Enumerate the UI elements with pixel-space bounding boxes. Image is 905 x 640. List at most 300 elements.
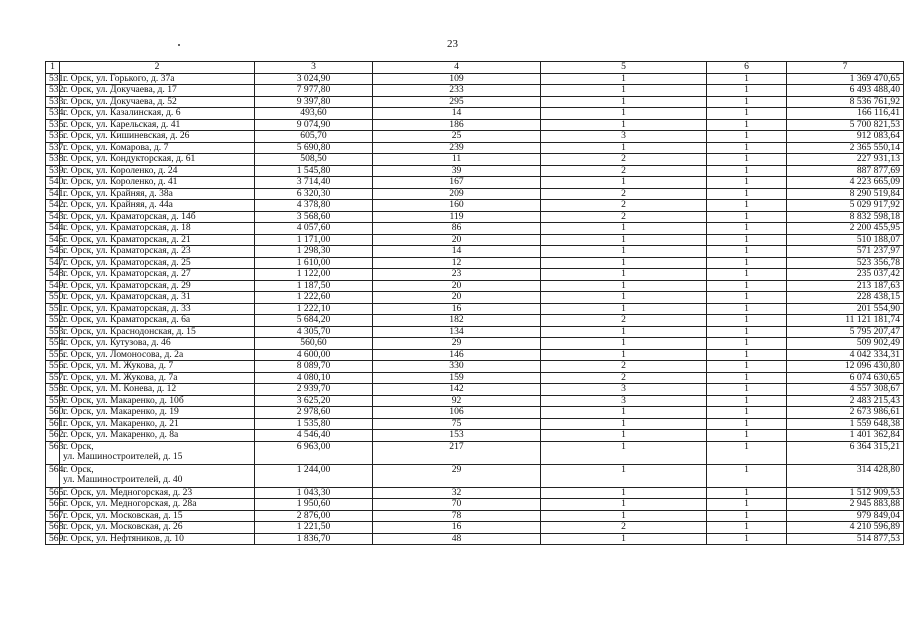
- address: г. Орск, ул. Краматорская, д. 21: [60, 234, 255, 246]
- table-row: [46, 119, 904, 131]
- row-number: 566.: [46, 499, 60, 511]
- cell-5: 1: [541, 292, 707, 304]
- cell-6: 1: [707, 131, 787, 143]
- residents: 29: [373, 338, 541, 350]
- amount: 5 700 821,53: [787, 119, 904, 131]
- cell-5: 1: [541, 269, 707, 281]
- row-number: 541.: [46, 188, 60, 200]
- area: 4 600,00: [255, 349, 373, 361]
- cell-6: 1: [707, 372, 787, 384]
- cell-6: 1: [707, 395, 787, 407]
- table-row: [46, 85, 904, 97]
- row-number: 535.: [46, 119, 60, 131]
- address: г. Орск, ул. Краснодонская, д. 15: [60, 326, 255, 338]
- address: г. Орск, ул. Горького, д. 37а: [60, 73, 255, 85]
- address: г. Орск, ул. Макаренко, д. 10б: [60, 395, 255, 407]
- col-header-7: 7: [787, 62, 904, 74]
- area: 1 222,10: [255, 303, 373, 315]
- area: 4 378,80: [255, 200, 373, 212]
- address: г. Орск, ул. Кутузова, д. 46: [60, 338, 255, 350]
- amount: 5 795 207,47: [787, 326, 904, 338]
- amount: 523 356,78: [787, 257, 904, 269]
- row-number: 542.: [46, 200, 60, 212]
- table-body: [46, 73, 904, 545]
- cell-6: 1: [707, 303, 787, 315]
- cell-5: 1: [541, 73, 707, 85]
- amount: 166 116,41: [787, 108, 904, 120]
- table-row: [46, 165, 904, 177]
- area: 493,60: [255, 108, 373, 120]
- amount: 213 187,63: [787, 280, 904, 292]
- cell-5: 2: [541, 188, 707, 200]
- residents: 16: [373, 303, 541, 315]
- table-row: [46, 384, 904, 396]
- area: 2 939,70: [255, 384, 373, 396]
- cell-5: 1: [541, 418, 707, 430]
- page-number: 23: [447, 38, 458, 50]
- table-row: [46, 338, 904, 350]
- table-row: [46, 177, 904, 189]
- row-number: 565.: [46, 487, 60, 499]
- area: 1 535,80: [255, 418, 373, 430]
- amount: 509 902,49: [787, 338, 904, 350]
- row-number: 549.: [46, 280, 60, 292]
- residents: 239: [373, 142, 541, 154]
- table-row: [46, 96, 904, 108]
- table-row: [46, 142, 904, 154]
- area: 1 122,00: [255, 269, 373, 281]
- area: 6 320,30: [255, 188, 373, 200]
- area: 3 568,60: [255, 211, 373, 223]
- row-number: 548.: [46, 269, 60, 281]
- row-number: 555.: [46, 349, 60, 361]
- cell-6: 1: [707, 154, 787, 166]
- row-number: 557.: [46, 372, 60, 384]
- cell-6: 1: [707, 361, 787, 373]
- residents: 106: [373, 407, 541, 419]
- table-row: [46, 395, 904, 407]
- cell-6: 1: [707, 292, 787, 304]
- address: г. Орск, ул. Крайняя, д. 38а: [60, 188, 255, 200]
- area: 605,70: [255, 131, 373, 143]
- amount: 12 096 430,80: [787, 361, 904, 373]
- amount: 979 849,04: [787, 510, 904, 522]
- row-number: 534.: [46, 108, 60, 120]
- address: г. Орск, ул. Краматорская, д. 23: [60, 246, 255, 258]
- address: г. Орск, ул. Крайняя, д. 44а: [60, 200, 255, 212]
- col-header-3: 3: [255, 62, 373, 74]
- residents: 11: [373, 154, 541, 166]
- scan-speck: [178, 44, 180, 46]
- table-row: [46, 372, 904, 384]
- cell-5: 2: [541, 361, 707, 373]
- cell-5: 1: [541, 142, 707, 154]
- cell-6: 1: [707, 211, 787, 223]
- area: 4 057,60: [255, 223, 373, 235]
- table-row: [46, 292, 904, 304]
- area: 560,60: [255, 338, 373, 350]
- residents: 182: [373, 315, 541, 327]
- table-row: [46, 257, 904, 269]
- residents: 92: [373, 395, 541, 407]
- cell-6: 1: [707, 257, 787, 269]
- residents: 32: [373, 487, 541, 499]
- cell-5: 2: [541, 315, 707, 327]
- table-row: [46, 315, 904, 327]
- address: г. Орск, ул. Кондукторская, д. 61: [60, 154, 255, 166]
- residents: 86: [373, 223, 541, 235]
- area: 5 690,80: [255, 142, 373, 154]
- row-number: 564.: [46, 464, 60, 487]
- address: г. Орск, ул. М. Конева, д. 12: [60, 384, 255, 396]
- row-number: 531.: [46, 73, 60, 85]
- row-number: 569.: [46, 533, 60, 545]
- area: 1 244,00: [255, 464, 373, 487]
- area: 4 305,70: [255, 326, 373, 338]
- cell-6: 1: [707, 188, 787, 200]
- area: 1 610,00: [255, 257, 373, 269]
- address: г. Орск, ул. Кишиневская, д. 26: [60, 131, 255, 143]
- row-number: 532.: [46, 85, 60, 97]
- row-number: 563.: [46, 441, 60, 464]
- area: 1 298,30: [255, 246, 373, 258]
- cell-5: 3: [541, 395, 707, 407]
- row-number: 560.: [46, 407, 60, 419]
- residents: 330: [373, 361, 541, 373]
- table-row: [46, 533, 904, 545]
- address: г. Орск, ул. Краматорская, д. 18: [60, 223, 255, 235]
- residents: 78: [373, 510, 541, 522]
- table-row: [46, 280, 904, 292]
- row-number: 568.: [46, 522, 60, 534]
- area: 8 089,70: [255, 361, 373, 373]
- area: 1 043,30: [255, 487, 373, 499]
- cell-5: 1: [541, 441, 707, 464]
- row-number: 556.: [46, 361, 60, 373]
- amount: 6 074 630,65: [787, 372, 904, 384]
- cell-5: 1: [541, 119, 707, 131]
- cell-5: 1: [541, 257, 707, 269]
- table-row: [46, 131, 904, 143]
- cell-6: 1: [707, 533, 787, 545]
- residents: 20: [373, 234, 541, 246]
- amount: 227 931,13: [787, 154, 904, 166]
- address: г. Орск, ул. Московская, д. 26: [60, 522, 255, 534]
- area: 5 684,20: [255, 315, 373, 327]
- address: г. Орск, ул. Нефтяников, д. 10: [60, 533, 255, 545]
- cell-6: 1: [707, 326, 787, 338]
- cell-6: 1: [707, 234, 787, 246]
- residents: 134: [373, 326, 541, 338]
- cell-5: 2: [541, 154, 707, 166]
- table-row: [46, 188, 904, 200]
- residents: 20: [373, 280, 541, 292]
- cell-5: 1: [541, 407, 707, 419]
- address: г. Орск, ул. Комарова, д. 7: [60, 142, 255, 154]
- row-number: 554.: [46, 338, 60, 350]
- col-header-2: 2: [60, 62, 255, 74]
- address: г. Орск, ул. Краматорская, д. 6а: [60, 315, 255, 327]
- address: г. Орск, ул. Краматорская, д. 25: [60, 257, 255, 269]
- row-number: 536.: [46, 131, 60, 143]
- amount: 1 369 470,65: [787, 73, 904, 85]
- amount: 2 365 550,14: [787, 142, 904, 154]
- cell-6: 1: [707, 418, 787, 430]
- cell-6: 1: [707, 430, 787, 442]
- address: г. Орск, ул. Краматорская, д. 14б: [60, 211, 255, 223]
- table-row: [46, 361, 904, 373]
- area: 1 187,50: [255, 280, 373, 292]
- residents: 146: [373, 349, 541, 361]
- amount: 571 237,97: [787, 246, 904, 258]
- area: 2 978,60: [255, 407, 373, 419]
- row-number: 558.: [46, 384, 60, 396]
- table-row: [46, 499, 904, 511]
- area: 7 977,80: [255, 85, 373, 97]
- row-number: 567.: [46, 510, 60, 522]
- residents: 233: [373, 85, 541, 97]
- header-row: [46, 62, 904, 74]
- table-row: [46, 441, 904, 464]
- table-row: [46, 418, 904, 430]
- col-header-6: 6: [707, 62, 787, 74]
- row-number: 559.: [46, 395, 60, 407]
- residents: 153: [373, 430, 541, 442]
- row-number: 562.: [46, 430, 60, 442]
- address: г. Орск, ул. Медногорская, д. 28а: [60, 499, 255, 511]
- residents: 217: [373, 441, 541, 464]
- residents: 109: [373, 73, 541, 85]
- row-number: 551.: [46, 303, 60, 315]
- col-header-4: 4: [373, 62, 541, 74]
- amount: 2 483 215,43: [787, 395, 904, 407]
- address: г. Орск, ул. Докучаева, д. 17: [60, 85, 255, 97]
- amount: 4 223 665,09: [787, 177, 904, 189]
- amount: 8 290 519,84: [787, 188, 904, 200]
- amount: 228 438,15: [787, 292, 904, 304]
- cell-5: 2: [541, 372, 707, 384]
- area: 3 024,90: [255, 73, 373, 85]
- area: 3 714,40: [255, 177, 373, 189]
- area: 2 876,00: [255, 510, 373, 522]
- amount: 912 083,64: [787, 131, 904, 143]
- cell-6: 1: [707, 142, 787, 154]
- amount: 5 029 917,92: [787, 200, 904, 212]
- amount: 2 673 986,61: [787, 407, 904, 419]
- cell-6: 1: [707, 522, 787, 534]
- area: 1 221,50: [255, 522, 373, 534]
- table-row: [46, 269, 904, 281]
- cell-6: 1: [707, 349, 787, 361]
- cell-5: 1: [541, 280, 707, 292]
- residents: 48: [373, 533, 541, 545]
- amount: 235 037,42: [787, 269, 904, 281]
- row-number: 550.: [46, 292, 60, 304]
- cell-5: 1: [541, 464, 707, 487]
- address: г. Орск, ул. М. Жукова, д. 7: [60, 361, 255, 373]
- row-number: 545.: [46, 234, 60, 246]
- row-number: 540.: [46, 177, 60, 189]
- cell-6: 1: [707, 280, 787, 292]
- cell-5: 2: [541, 165, 707, 177]
- cell-6: 1: [707, 464, 787, 487]
- area: 4 080,10: [255, 372, 373, 384]
- table-row: [46, 407, 904, 419]
- address: г. Орск, ул. Ломоносова, д. 2а: [60, 349, 255, 361]
- area: 508,50: [255, 154, 373, 166]
- cell-5: 1: [541, 533, 707, 545]
- cell-6: 1: [707, 200, 787, 212]
- address: г. Орск, ул. Краматорская, д. 33: [60, 303, 255, 315]
- table-row: [46, 223, 904, 235]
- residents: 25: [373, 131, 541, 143]
- residents: 29: [373, 464, 541, 487]
- cell-6: 1: [707, 384, 787, 396]
- col-header-5: 5: [541, 62, 707, 74]
- cell-6: 1: [707, 499, 787, 511]
- residents: 39: [373, 165, 541, 177]
- amount: 887 877,69: [787, 165, 904, 177]
- residents: 159: [373, 372, 541, 384]
- area: 1 545,80: [255, 165, 373, 177]
- address: г. Орск, ул. Машиностроителей, д. 40: [60, 464, 255, 487]
- cell-5: 1: [541, 234, 707, 246]
- amount: 1 512 909,53: [787, 487, 904, 499]
- table-row: [46, 487, 904, 499]
- table-row: [46, 522, 904, 534]
- cell-5: 2: [541, 522, 707, 534]
- table-row: [46, 108, 904, 120]
- area: 4 546,40: [255, 430, 373, 442]
- table-row: [46, 200, 904, 212]
- cell-5: 1: [541, 338, 707, 350]
- amount: 4 210 596,89: [787, 522, 904, 534]
- cell-6: 1: [707, 73, 787, 85]
- amount: 1 559 648,38: [787, 418, 904, 430]
- cell-5: 1: [541, 349, 707, 361]
- residents: 119: [373, 211, 541, 223]
- cell-6: 1: [707, 441, 787, 464]
- row-number: 553.: [46, 326, 60, 338]
- amount: 8 832 598,18: [787, 211, 904, 223]
- cell-5: 1: [541, 487, 707, 499]
- address: г. Орск, ул. Короленко, д. 41: [60, 177, 255, 189]
- amount: 201 554,90: [787, 303, 904, 315]
- cell-5: 1: [541, 223, 707, 235]
- table-row: [46, 303, 904, 315]
- cell-6: 1: [707, 315, 787, 327]
- amount: 4 042 334,31: [787, 349, 904, 361]
- row-number: 533.: [46, 96, 60, 108]
- cell-5: 3: [541, 384, 707, 396]
- address: г. Орск, ул. Короленко, д. 24: [60, 165, 255, 177]
- table-row: [46, 246, 904, 258]
- address: г. Орск, ул. Машиностроителей, д. 15: [60, 441, 255, 464]
- residents: 12: [373, 257, 541, 269]
- residents: 167: [373, 177, 541, 189]
- cell-5: 1: [541, 326, 707, 338]
- cell-5: 1: [541, 85, 707, 97]
- cell-6: 1: [707, 108, 787, 120]
- amount: 1 401 362,84: [787, 430, 904, 442]
- amount: 514 877,53: [787, 533, 904, 545]
- cell-5: 1: [541, 96, 707, 108]
- area: 1 836,70: [255, 533, 373, 545]
- amount: 2 200 455,95: [787, 223, 904, 235]
- table-row: [46, 464, 904, 487]
- cell-6: 1: [707, 223, 787, 235]
- residents: 14: [373, 246, 541, 258]
- address: г. Орск, ул. Макаренко, д. 21: [60, 418, 255, 430]
- cell-5: 1: [541, 430, 707, 442]
- area: 1 950,60: [255, 499, 373, 511]
- area: 6 963,00: [255, 441, 373, 464]
- address: г. Орск, ул. Докучаева, д. 52: [60, 96, 255, 108]
- residents: 295: [373, 96, 541, 108]
- housing-registry-table: [45, 61, 904, 545]
- residents: 209: [373, 188, 541, 200]
- amount: 6 493 488,40: [787, 85, 904, 97]
- area: 1 222,60: [255, 292, 373, 304]
- residents: 75: [373, 418, 541, 430]
- col-header-1: 1: [46, 62, 60, 74]
- residents: 14: [373, 108, 541, 120]
- cell-5: 1: [541, 510, 707, 522]
- address: г. Орск, ул. Макаренко, д. 8а: [60, 430, 255, 442]
- address: г. Орск, ул. Макаренко, д. 19: [60, 407, 255, 419]
- row-number: 538.: [46, 154, 60, 166]
- row-number: 543.: [46, 211, 60, 223]
- address: г. Орск, ул. Краматорская, д. 29: [60, 280, 255, 292]
- area: 3 625,20: [255, 395, 373, 407]
- amount: 2 945 883,88: [787, 499, 904, 511]
- table-row: [46, 234, 904, 246]
- row-number: 544.: [46, 223, 60, 235]
- amount: 11 121 181,74: [787, 315, 904, 327]
- table-row: [46, 73, 904, 85]
- residents: 186: [373, 119, 541, 131]
- residents: 20: [373, 292, 541, 304]
- cell-5: 2: [541, 200, 707, 212]
- table-row: [46, 326, 904, 338]
- area: 9 074,90: [255, 119, 373, 131]
- amount: 510 188,07: [787, 234, 904, 246]
- cell-5: 1: [541, 177, 707, 189]
- table-row: [46, 430, 904, 442]
- cell-5: 1: [541, 499, 707, 511]
- table-row: [46, 510, 904, 522]
- cell-6: 1: [707, 407, 787, 419]
- row-number: 552.: [46, 315, 60, 327]
- cell-5: 2: [541, 211, 707, 223]
- residents: 142: [373, 384, 541, 396]
- residents: 16: [373, 522, 541, 534]
- cell-5: 1: [541, 246, 707, 258]
- table-row: [46, 211, 904, 223]
- amount: 4 557 308,67: [787, 384, 904, 396]
- amount: 314 428,80: [787, 464, 904, 487]
- address: г. Орск, ул. Медногорская, д. 23: [60, 487, 255, 499]
- cell-6: 1: [707, 338, 787, 350]
- cell-6: 1: [707, 246, 787, 258]
- residents: 23: [373, 269, 541, 281]
- cell-6: 1: [707, 177, 787, 189]
- row-number: 561.: [46, 418, 60, 430]
- cell-5: 3: [541, 131, 707, 143]
- cell-6: 1: [707, 510, 787, 522]
- row-number: 547.: [46, 257, 60, 269]
- cell-6: 1: [707, 165, 787, 177]
